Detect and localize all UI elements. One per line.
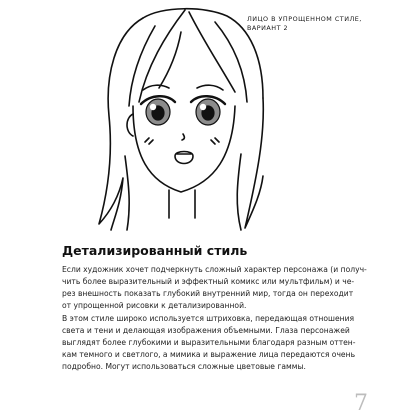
cheek-left bbox=[145, 138, 153, 144]
paragraph-line: В этом стиле широко используется штриховка, передающая отношения bbox=[62, 314, 355, 323]
section-heading: Детализированный стиль bbox=[62, 243, 248, 258]
cheek-right bbox=[211, 138, 219, 144]
paragraph-line: чить более выразительный и эффектный комикс или мультфильм) и че- bbox=[62, 277, 355, 286]
hair-outline-right bbox=[245, 98, 263, 228]
caption-line: ЛИЦО В УПРОЩЕННОМ СТИЛЕ, bbox=[247, 15, 362, 23]
brow-right bbox=[197, 85, 223, 90]
hair-strand bbox=[189, 12, 235, 92]
illustration-caption bbox=[247, 15, 367, 33]
hair-strand bbox=[237, 154, 241, 230]
hair-outline-left bbox=[99, 18, 143, 230]
paragraph-line: от упрощенной рисовки к детализированной. bbox=[62, 301, 247, 310]
nose bbox=[182, 134, 184, 140]
eye-right bbox=[196, 99, 220, 125]
paragraph-line: рез внешность показать глубокий внутренний мир, тогда он переходит bbox=[62, 289, 354, 298]
ear-left bbox=[127, 114, 133, 136]
paragraph-line: Если художник хочет подчеркнуть сложный характер персонажа (и получ- bbox=[62, 265, 367, 274]
brow-left bbox=[143, 85, 169, 90]
paragraph bbox=[62, 264, 367, 312]
caption-line: ВАРИАНТ 2 bbox=[247, 24, 289, 32]
page-number: 7 bbox=[354, 391, 368, 416]
paragraph-line: подробно. Могут использоваться сложные цветовые гаммы. bbox=[62, 362, 306, 371]
neck bbox=[169, 190, 195, 218]
paragraph bbox=[62, 313, 362, 373]
paragraph-line: выглядят более глубокими и выразительными благодаря разным оттен- bbox=[62, 338, 356, 347]
paragraph-line: света и тени и делающая изображения объемными. Глаза персонажей bbox=[62, 326, 350, 335]
eye-left bbox=[146, 99, 170, 125]
paragraph-line: кам темного и светлого, а мимика и выражение лица передаются очень bbox=[62, 350, 356, 359]
hair-strand bbox=[125, 156, 129, 230]
hair-strand bbox=[159, 32, 181, 88]
anime-girl-face-illustration bbox=[85, 6, 280, 232]
hair-strand bbox=[215, 22, 247, 102]
